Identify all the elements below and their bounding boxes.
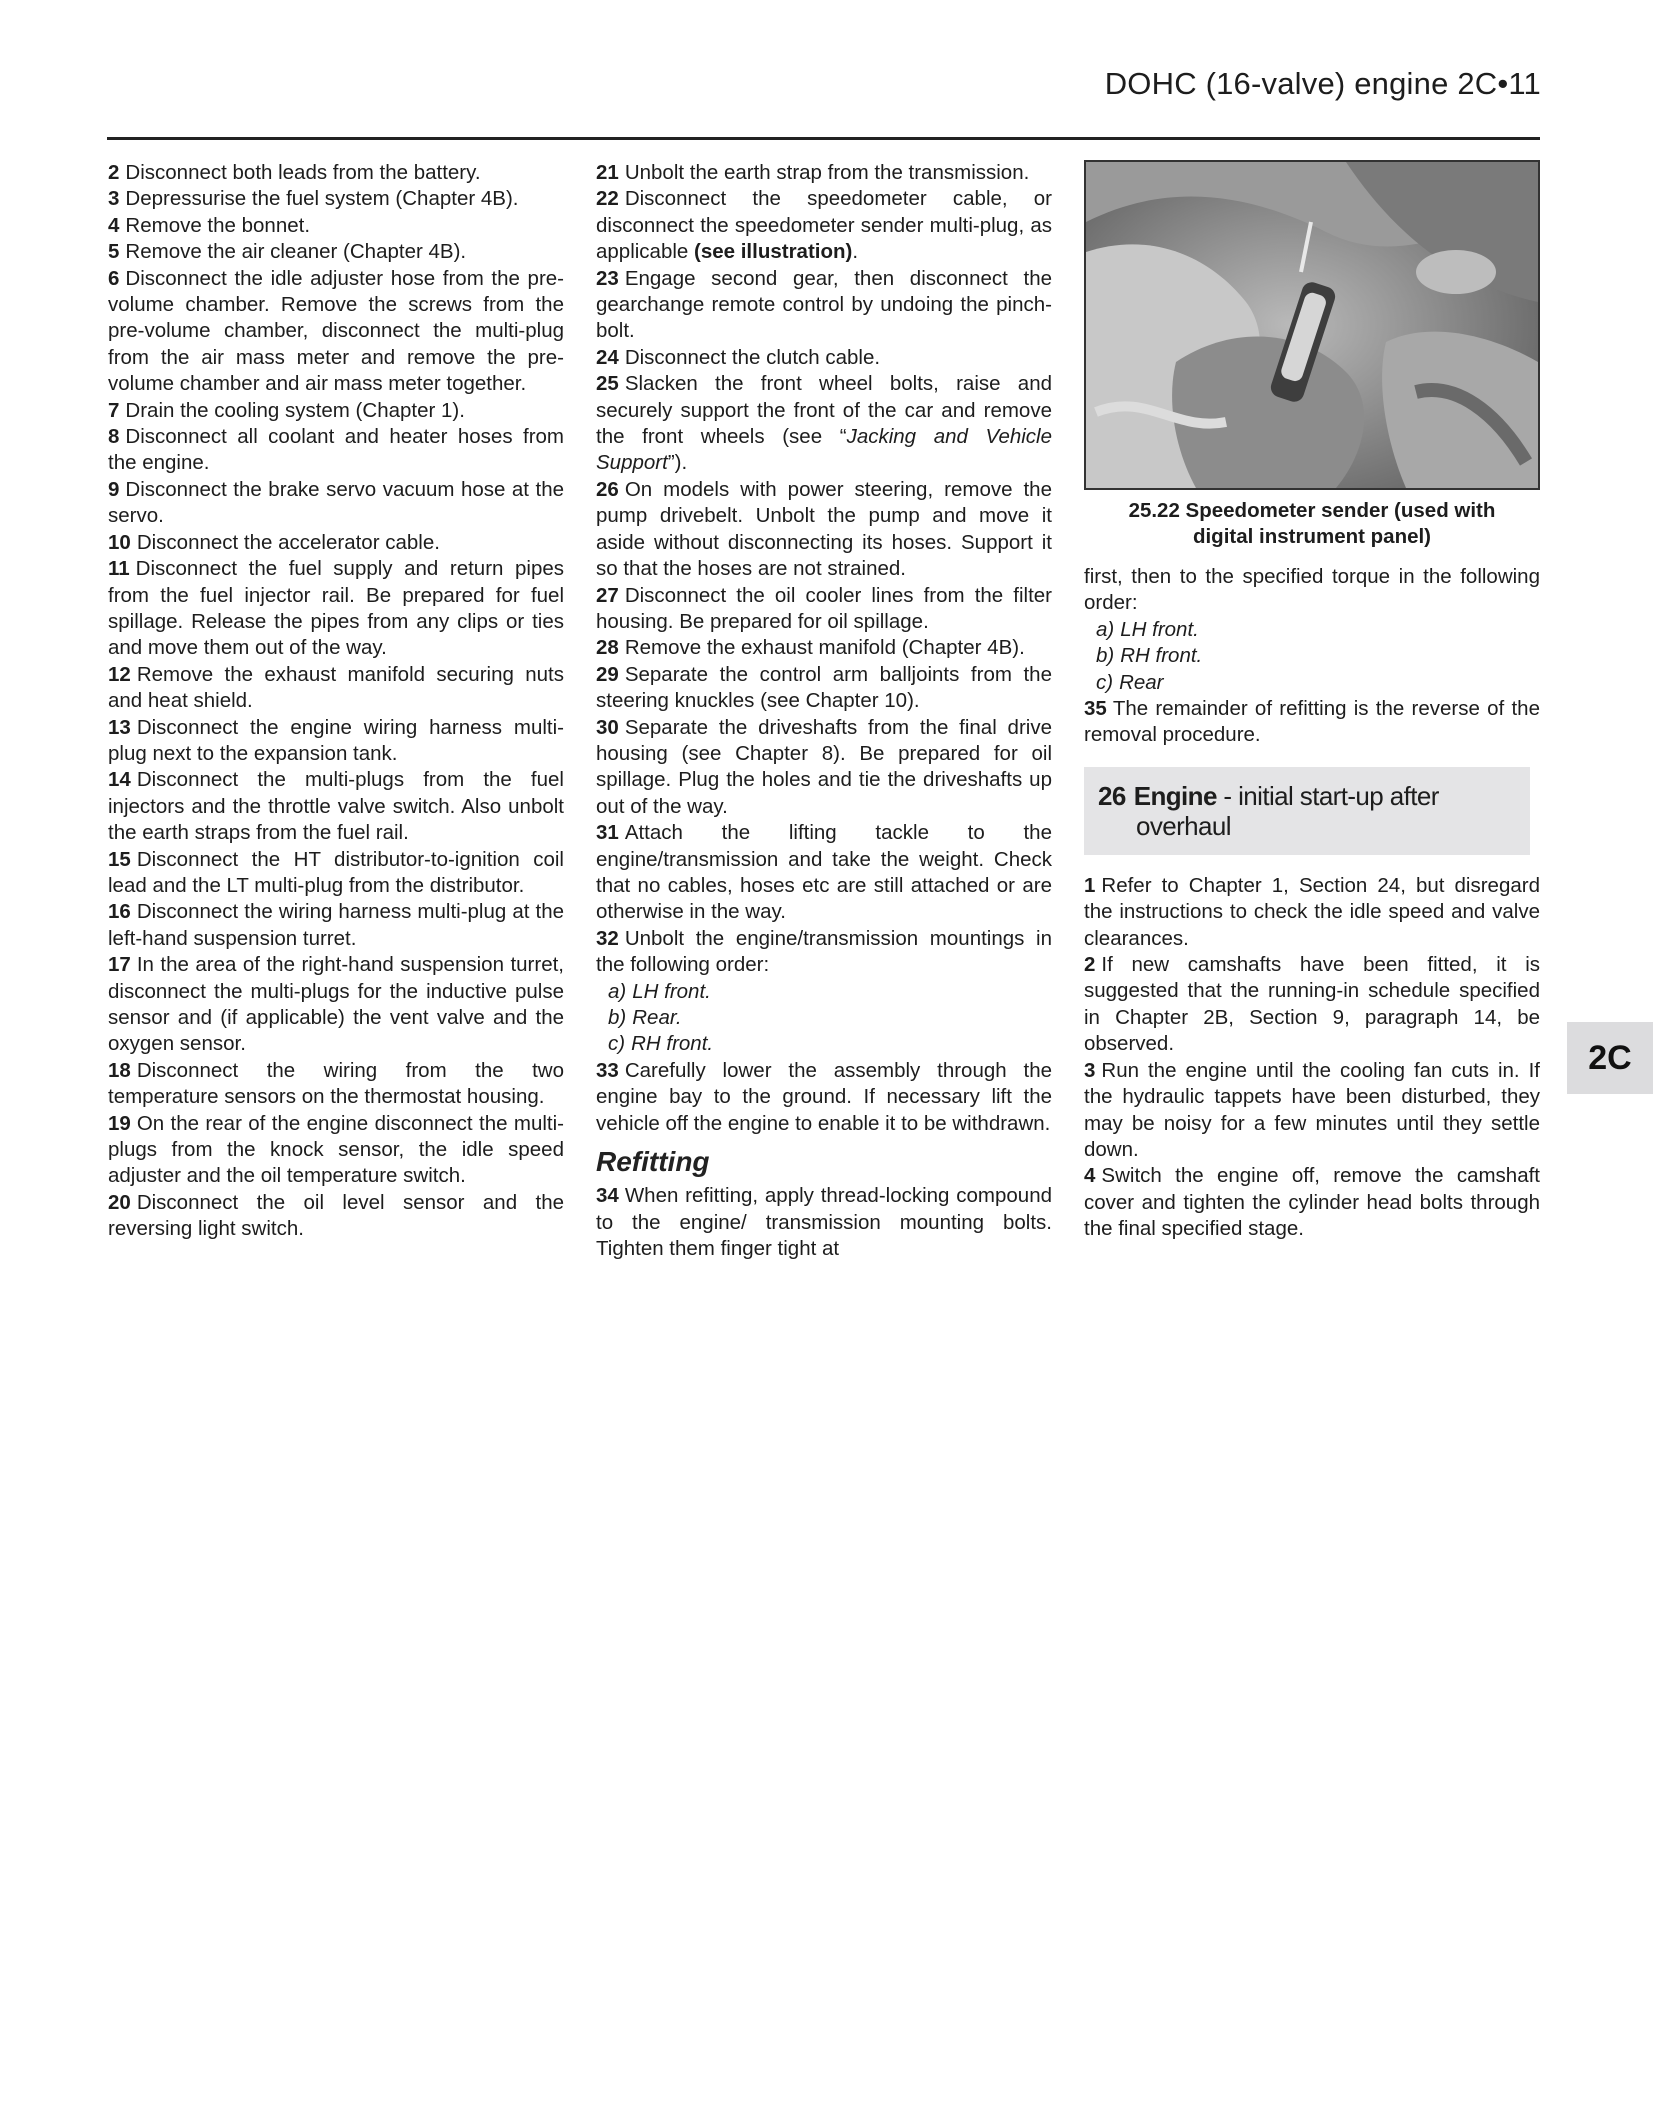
step-14 — [108, 767, 564, 846]
mounting-order-list — [596, 979, 1052, 1058]
step-text: Disconnect the multi-plugs from the fuel injectors and the throttle valve switch. Also unbolt the earth straps from the fuel rail. — [108, 768, 564, 845]
step-text: Switch the engine off, remove the camshaft cover and tighten the cylinder head bolts through the final specified stage. — [1084, 1164, 1540, 1241]
torque-order-list — [1084, 617, 1540, 696]
step-number: 26 — [596, 477, 619, 501]
step-6 — [108, 266, 564, 398]
step-number: 17 — [108, 953, 131, 977]
step-19 — [108, 1111, 564, 1190]
step-number: 27 — [596, 583, 619, 607]
step-33 — [596, 1058, 1052, 1137]
step-text: Remove the bonnet. — [125, 213, 311, 237]
step-text: The remainder of refitting is the reverse of the removal procedure. — [1084, 697, 1540, 747]
step-text: Disconnect the engine wiring harness multi-plug next to the expansion tank. — [108, 715, 564, 765]
step-text: Disconnect the oil cooler lines from the filter housing. Be prepared for oil spillage. — [596, 583, 1052, 633]
step-text: Disconnect the brake servo vacuum hose at the servo. — [108, 477, 564, 528]
list-letter: a) — [608, 979, 627, 1003]
step-27 — [596, 583, 1052, 636]
list-text: Rear — [1119, 670, 1164, 694]
list-text: RH front. — [1120, 644, 1203, 668]
header-rule — [107, 137, 1540, 140]
step-30 — [596, 715, 1052, 821]
step-4 — [108, 213, 564, 239]
speedometer-sender-photo — [1084, 160, 1540, 490]
step-15 — [108, 847, 564, 900]
step-12 — [108, 662, 564, 715]
step-25 — [596, 371, 1052, 477]
step-number: 2 — [108, 161, 120, 184]
step-number: 19 — [108, 1111, 131, 1135]
illustration-reference: (see illustration) — [694, 240, 853, 264]
step-text: Disconnect the wiring from the two temperature sensors on the thermostat housing. — [108, 1058, 564, 1109]
step-number: 6 — [108, 266, 120, 290]
list-text: LH front. — [632, 979, 711, 1003]
page-header-title: DOHC (16-valve) engine 2C•11 — [1104, 66, 1541, 101]
step-text: Remove the exhaust manifold securing nuts and heat shield. — [108, 662, 564, 713]
step-28 — [596, 635, 1052, 661]
step-text: When refitting, apply thread-locking compound to the engine/ transmission mounting bolts. Tighten them finger tight at — [596, 1184, 1052, 1261]
column-2 — [596, 160, 1052, 1263]
step-number: 3 — [1084, 1058, 1096, 1082]
list-item — [608, 1005, 1052, 1031]
step-34 — [596, 1183, 1052, 1262]
section-heading-26 — [1084, 767, 1530, 855]
step-text: On the rear of the engine disconnect the multi-plugs from the knock sensor, the idle speed adjuster and the oil temperature switch. — [108, 1111, 564, 1188]
step-number: 33 — [596, 1058, 619, 1082]
step-text: Refer to Chapter 1, Section 24, but disregard the instructions to check the idle speed and valve clearances. — [1084, 873, 1540, 950]
step-number: 15 — [108, 847, 131, 871]
step-5 — [108, 239, 564, 265]
step-number: 22 — [596, 187, 619, 211]
step-number: 21 — [596, 161, 619, 184]
step-text: Disconnect the wiring harness multi-plug at the left-hand suspension turret. — [108, 900, 564, 950]
list-text: Rear. — [632, 1006, 682, 1029]
caption-line-1: 25.22 Speedometer sender (used with — [1128, 499, 1496, 522]
step-text: Remove the air cleaner (Chapter 4B). — [125, 240, 467, 264]
step-2 — [108, 160, 564, 186]
chapter-tab: 2C — [1567, 1022, 1653, 1094]
step-text: Depressurise the fuel system (Chapter 4B). — [125, 187, 519, 211]
photo-caption — [1084, 498, 1540, 550]
list-letter: c) — [1096, 670, 1114, 694]
step-10 — [108, 530, 564, 556]
step-text: Unbolt the engine/transmission mountings in the following order: — [596, 926, 1052, 977]
step-number: 18 — [108, 1058, 131, 1082]
step-text-tail: ”). — [667, 451, 688, 475]
step-text: Disconnect the oil level sensor and the reversing light switch. — [108, 1190, 564, 1241]
step-7 — [108, 398, 564, 424]
step-number: 7 — [108, 398, 120, 422]
list-letter: b) — [608, 1006, 627, 1029]
step-number: 35 — [1084, 697, 1107, 721]
step-9 — [108, 477, 564, 530]
step-text: Disconnect all coolant and heater hoses from the engine. — [108, 425, 564, 475]
step-35 — [1084, 696, 1540, 749]
section-title-rest: - initial start-up after — [1216, 780, 1439, 811]
step-number: 13 — [108, 715, 131, 739]
list-letter: a) — [1096, 617, 1115, 641]
step-34-continued: first, then to the specified torque in the following order: — [1084, 565, 1540, 615]
step-24 — [596, 345, 1052, 371]
list-letter: c) — [608, 1032, 626, 1056]
step-number: 11 — [108, 557, 130, 581]
step-number: 5 — [108, 240, 120, 264]
step-32 — [596, 926, 1052, 979]
step-number: 4 — [1084, 1164, 1096, 1188]
step-number: 31 — [596, 821, 619, 845]
startup-step-1 — [1084, 873, 1540, 952]
step-text: Attach the lifting tackle to the engine/transmission and take the weight. Check that no cables, hoses etc are still attached or are otherwise in the way. — [596, 821, 1052, 924]
step-11 — [108, 556, 564, 662]
step-number: 28 — [596, 636, 619, 660]
step-text: Disconnect the clutch cable. — [624, 345, 881, 369]
step-number: 3 — [108, 187, 120, 211]
caption-line-2: digital instrument panel) — [1192, 525, 1432, 548]
step-8 — [108, 424, 564, 477]
step-text: Remove the exhaust manifold (Chapter 4B). — [624, 636, 1025, 660]
startup-step-4 — [1084, 1163, 1540, 1242]
startup-step-2 — [1084, 952, 1540, 1058]
step-text: If new camshafts have been fitted, it is suggested that the running-in schedule specified in Chapter 2B, Section 9, paragraph 14, be observed. — [1084, 953, 1540, 1056]
step-number: 2 — [1084, 953, 1096, 977]
step-23 — [596, 266, 1052, 345]
step-number: 24 — [596, 345, 619, 369]
step-number: 32 — [596, 926, 619, 950]
list-item — [608, 979, 1052, 1005]
step-text: Run the engine until the cooling fan cuts in. If the hydraulic tappets have been disturbed, they may be noisy for a few minutes until they settle down. — [1084, 1058, 1540, 1161]
step-text: Separate the driveshafts from the final drive housing (see Chapter 8). Be prepared for oil spillage. Plug the holes and tie the driveshafts up out of the way. — [596, 715, 1052, 818]
startup-step-3 — [1084, 1058, 1540, 1164]
step-text: Drain the cooling system (Chapter 1). — [125, 398, 465, 422]
list-text: LH front. — [1120, 617, 1199, 641]
step-text: Separate the control arm balljoints from the steering knuckles (see Chapter 10). — [596, 662, 1052, 713]
step-number: 23 — [596, 266, 619, 290]
step-text: Disconnect the idle adjuster hose from the pre-volume chamber. Remove the screws from the pre-volume chamber, disconnect the multi-plug from the air mass meter and remove the pre-volume chamber and air mass meter together. — [108, 266, 564, 396]
step-text-tail: . — [852, 240, 859, 264]
step-18 — [108, 1058, 564, 1111]
step-16 — [108, 899, 564, 952]
step-text: On models with power steering, remove the pump drivebelt. Unbolt the pump and move it aside without disconnecting its hoses. Support it so that the hoses are not strained. — [596, 477, 1052, 581]
step-number: 8 — [108, 425, 120, 449]
step-31 — [596, 820, 1052, 926]
step-number: 12 — [108, 662, 131, 686]
step-number: 20 — [108, 1190, 131, 1214]
step-number: 34 — [596, 1184, 619, 1208]
list-text: RH front. — [631, 1032, 714, 1056]
step-number: 14 — [108, 768, 131, 792]
step-number: 4 — [108, 213, 120, 237]
step-text: Disconnect the accelerator cable. — [136, 530, 440, 554]
step-13 — [108, 715, 564, 768]
list-item — [1096, 643, 1540, 669]
step-29 — [596, 662, 1052, 715]
cross-reference: Jacking and Vehicle Support — [596, 425, 1053, 475]
section-heading-line-1 — [1098, 781, 1516, 811]
list-item — [1096, 617, 1540, 643]
step-text: Disconnect the HT distributor-to-ignition coil lead and the LT multi-plug from the distributor. — [108, 847, 564, 897]
column-3 — [1084, 160, 1540, 1243]
step-number: 30 — [596, 715, 619, 739]
step-number: 25 — [596, 372, 619, 396]
step-text: Carefully lower the assembly through the engine bay to the ground. If necessary lift the vehicle off the engine to enable it to be withdrawn. — [596, 1058, 1052, 1135]
step-26 — [596, 477, 1052, 583]
step-text: Disconnect the speedometer cable, or disconnect the speedometer sender multi-plug, as applicable — [596, 187, 1052, 264]
step-22 — [596, 186, 1052, 265]
step-number: 16 — [108, 900, 131, 924]
list-letter: b) — [1096, 644, 1115, 668]
step-text: Engage second gear, then disconnect the gearchange remote control by undoing the pinch-bolt. — [596, 266, 1052, 343]
step-text: Disconnect the fuel supply and return pipes from the fuel injector rail. Be prepared for fuel spillage. Release the pipes from any clips or ties and move them out of the way. — [108, 557, 564, 660]
step-number: 29 — [596, 662, 619, 686]
step-number: 10 — [108, 530, 131, 554]
section-heading-line-2: overhaul — [1136, 810, 1231, 841]
step-text: Disconnect both leads from the battery. — [125, 161, 481, 184]
section-title-bold: Engine — [1133, 780, 1217, 811]
step-text: Slacken the front wheel bolts, raise and securely support the front of the car and remove the front wheels (see “ — [596, 372, 1052, 449]
step-text: Unbolt the earth strap from the transmission. — [624, 161, 1030, 184]
step-20 — [108, 1190, 564, 1243]
step-21 — [596, 160, 1052, 186]
list-item — [1096, 670, 1540, 696]
refitting-subheading: Refitting — [596, 1146, 710, 1178]
step-text: In the area of the right-hand suspension turret, disconnect the multi-plugs for the inductive pulse sensor and (if applicable) the vent valve and the oxygen sensor. — [108, 953, 564, 1056]
step-number: 9 — [108, 477, 120, 501]
list-item — [608, 1031, 1052, 1057]
engine-bay-photo-illustration — [1086, 162, 1538, 488]
step-3 — [108, 186, 564, 212]
column-1 — [108, 160, 564, 1243]
step-number: 1 — [1084, 873, 1096, 897]
section-number: 26 — [1098, 780, 1126, 811]
step-17 — [108, 952, 564, 1058]
